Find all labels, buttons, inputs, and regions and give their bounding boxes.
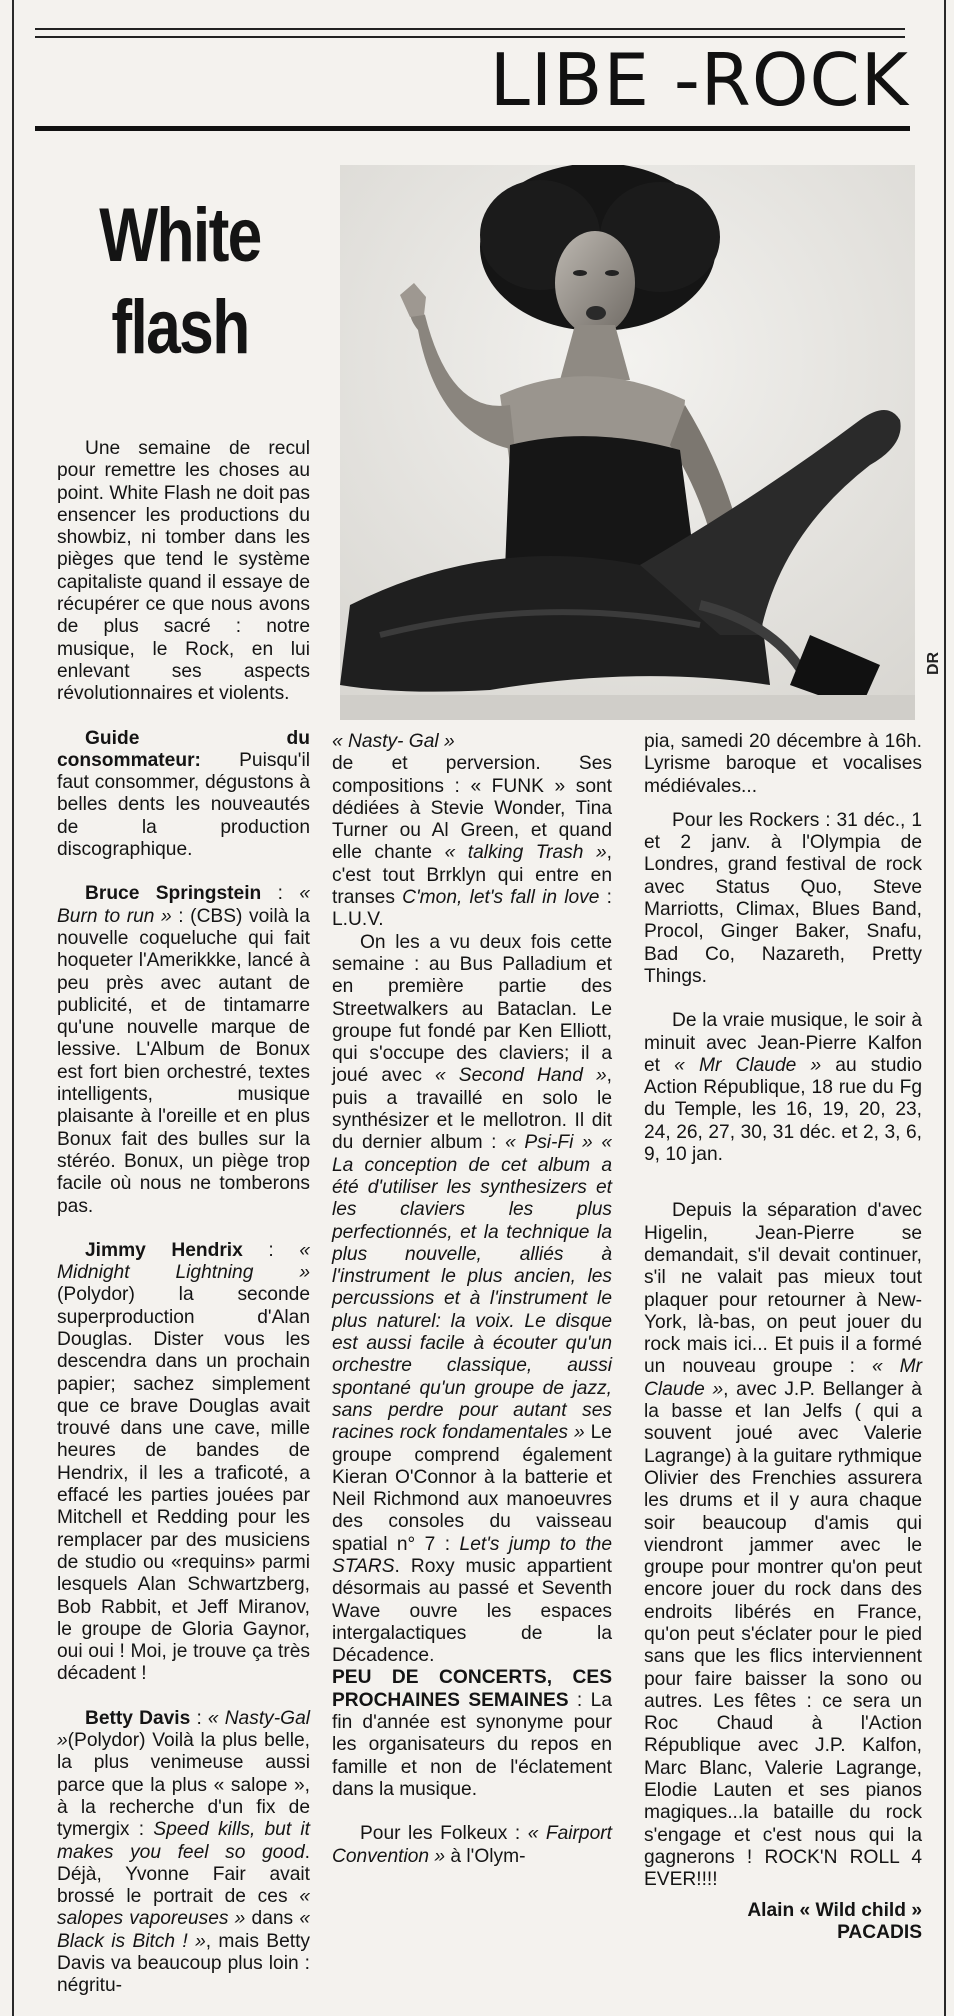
kalfon-paragraph <box>644 1010 922 1166</box>
photo-credit: DR <box>925 651 942 675</box>
body-text: Depuis la séparation d'avec Higelin, Jean-Pierre se demandait, s'il devait continuer, s'il ne valait pas mieux tout plaquer pour retourner à New-York, là-bas, on peut jouer du rock mais ici... Et puis il a formé un nouveau groupe : <box>644 1200 922 1378</box>
body-text: . Roxy music appartient désormais au passé et Seventh Wave ouvre les espaces intergalactiques de la Décadence. <box>332 1555 612 1667</box>
band-name: « Mr Claude » <box>674 1054 822 1076</box>
page-edge-right <box>944 0 946 2016</box>
album-title: « Black is Bitch ! » <box>57 1908 310 1952</box>
quote: « salopes vaporeuses » <box>57 1886 310 1930</box>
artist-name: Bruce Springstein <box>85 883 262 905</box>
page-edge-left <box>12 0 14 2016</box>
singer-photo <box>340 165 915 720</box>
springsteen-review <box>57 883 310 1217</box>
article-column-1 <box>57 438 310 1998</box>
album-title: « Nasty-Gal » <box>57 1707 310 1752</box>
hendrix-review <box>57 1240 310 1686</box>
subheading: PEU DE CONCERTS, CES PROCHAINES SEMAINES <box>332 1667 612 1711</box>
separator: : <box>242 1239 300 1261</box>
review-text: , mais Betty Davis va beaucoup plus loin : négritu- <box>57 1930 310 1997</box>
body-text: Pour les Folkeux : <box>360 1823 528 1845</box>
funk-paragraph <box>332 753 612 931</box>
lyric-quote: C'mon, let's fall in love <box>402 887 600 909</box>
headline-line: flash <box>111 285 249 370</box>
album-title: « Midnight Lightning » <box>57 1239 310 1284</box>
folkeux-paragraph <box>332 1823 612 1868</box>
body-text: , puis a travaillé en solo le synthésizer et le mellotron. Il dit du dernier album : <box>332 1065 612 1154</box>
davis-review <box>57 1708 310 1998</box>
singer-photo-illustration <box>340 165 915 720</box>
headline <box>78 190 283 374</box>
headline-line: White <box>99 193 261 278</box>
body-text: : La fin d'année est synonyme pour les organisateurs du repos en famille et non de l'éclatement dans la musique. <box>332 1689 612 1800</box>
continued-title: « Nasty- Gal » <box>332 731 455 752</box>
article-column-3 <box>644 731 922 1944</box>
guide-label: Guide du consommateur: <box>57 727 310 771</box>
guide-paragraph <box>57 728 310 862</box>
seventh-wave-paragraph <box>332 932 612 1668</box>
concerts-paragraph <box>332 1667 612 1801</box>
lyric-quote: Speed kills, but it makes you feel so good <box>57 1819 310 1863</box>
body-text: Le groupe comprend également Kieran O'Connor à la batterie et Neil Richmond aux manoeuvres des consoles du vaisseau spatial n° 7 : <box>332 1422 612 1555</box>
author-signature: Alain « Wild child » <box>747 1899 922 1921</box>
body-text: de et perversion. Ses compositions : « FUNK » sont dédiées à Stevie Wonder, Tina Turner ou Al Green, et quand elle chante <box>332 753 612 864</box>
separator: : <box>190 1707 208 1729</box>
body-text: au studio Action République, 18 rue du Fg du Temple, les 16, 19, 20, 23, 24, 26, 27, 30, 31 déc. et 2, 3, 6, 9, 10 jan. <box>644 1054 922 1166</box>
review-text: dans <box>245 1908 300 1930</box>
section-rubric: LIBE -ROCK <box>489 38 909 122</box>
higelin-paragraph <box>644 1200 922 1891</box>
guide-text: Puisqu'il faut consommer, dégustons à belles dents les nouveautés de la production discographique. <box>57 749 310 861</box>
review-text: . Déjà, Yvonne Fair avait brossé le portrait de ces <box>57 1841 310 1908</box>
body-text: De la vraie musique, le soir à minuit avec Jean-Pierre Kalfon et <box>644 1010 922 1076</box>
body-text: On les a vu deux fois cette semaine : au Bus Palladium et en première partie des Streetwalkers au Bataclan. Le groupe fut fondé par Ken Elliott, qui s'occupe des claviers; il a joué avec <box>332 931 612 1087</box>
rockers-paragraph: Pour les Rockers : 31 déc., 1 et 2 janv. à l'Olympia de Londres, grand festival de rock avec Status Quo, Steve Marriotts, Climax, Blues Band, Procol, Ginger Baker, Snafu, Bad Co, Nazareth, Pretty Things. <box>644 809 922 987</box>
band-name: « Second Hand » <box>435 1065 607 1087</box>
review-text: (Polydor) la seconde superproduction d'Alan Douglas. Dister vous les descendra dans un prochain papier; sachez simplement que ce brave Douglas avait trouvé dans une cave, mille heures de bandes de Hendrix, il les a traficoté, a effacé les parties jouées par Mitchell et Redding pour les remplacer par des musiciens de studio ou «requins» parmi lesquels Alan Schwartzberg, Bob Rabbit, et Jeff Miranov, le groupe de Gloria Gaynor, oui oui ! Moi, je trouve ça très décadent ! <box>57 1284 310 1685</box>
band-name: « Fairport Convention » <box>332 1823 612 1867</box>
review-text: (Polydor) Voilà la plus belle, la plus venimeuse aussi parce que la plus « salope », à la recherche d'un fix de tymergix : <box>57 1730 310 1841</box>
top-rule <box>35 28 905 30</box>
body-text: à l'Olym- <box>445 1845 526 1867</box>
article-column-2 <box>332 731 612 1868</box>
song-title: « talking Trash » <box>444 842 607 864</box>
body-text: : L.U.V. <box>332 887 612 931</box>
body-text: , c'est tout Brrklyn qui entre en transes <box>332 842 612 909</box>
author-surname: PACADIS <box>837 1921 922 1943</box>
olympia-paragraph: pia, samedi 20 décembre à 16h. Lyrisme baroque et vocalises médiévales... <box>644 731 922 797</box>
song-title: Let's jump to the STARS <box>332 1533 613 1577</box>
separator: : <box>261 883 300 905</box>
body-text: , avec J.P. Bellanger à la basse et Ian Jelfs ( qui a souvent joué avec Valerie Lagrange) à la guitare rythmique Olivier des Frenchies assurera les drums et il y aura chaque soir beaucoup d'amis qui viendront jammer avec le groupe pour montrer qu'on peut encore jouer du rock dans des endroits libérés en France, qu'on peut s'éclater pour le pied sans que les flics interviennent pour faire baisser la sono ou autres. Les fêtes : ce sera un Roc Chaud à l'Action République avec J.P. Kalfon, Marc Blanc, Valerie Lagrange, Elodie Lauten et ses pianos magiques...la bataille du rock s'engage et c'est nous qui la gagnerons ! ROCK'N ROLL 4 EVER!!!! <box>644 1378 922 1891</box>
review-text: : (CBS) voilà la nouvelle coqueluche qui fait hoqueter l'Amerikkke, lancé à peu près avec autant de publicité, et de tintamarre qu'une nouvelle marque de lessive. L'Album de Bonux est fort bien orchestré, textes intelligents, musique plaisante à l'oreille et en plus Bonux fait des bulles sur la stéréo. Bonux, un piège trop facile où nous ne tomberons pas. <box>57 905 310 1217</box>
album-title: « Psi-Fi » <box>505 1132 593 1154</box>
quote: « La conception de cet album a été d'utiliser les synthesizers et les claviers les plus perfectionnés, et la technique la plus nouvelle, alliés à l'instrument le plus ancien, les percussions et à l'instrument le plus naturel: la voix. Le disque est aussi facile à écouter qu'un orchestre classique, aussi spontané qu'un groupe de jazz, sans perdre pour autant ses racines rock fondamentales » <box>332 1132 612 1444</box>
artist-name: Betty Davis <box>85 1707 191 1729</box>
album-title: « Burn to run » <box>57 883 310 927</box>
intro-paragraph: Une semaine de recul pour remettre les choses au point. White Flash ne doit pas ensencer les productions du showbiz, ni tomber dans les pièges que tend le système capitaliste quand il essaye de récupérer ce que nous avons de plus sacré : notre musique, le Rock, en lui enlevant ses aspects révolutionnaires et violents. <box>57 438 310 705</box>
artist-name: Jimmy Hendrix <box>85 1239 243 1261</box>
section-rule <box>35 126 910 131</box>
band-name: « Mr Claude » <box>644 1356 922 1400</box>
